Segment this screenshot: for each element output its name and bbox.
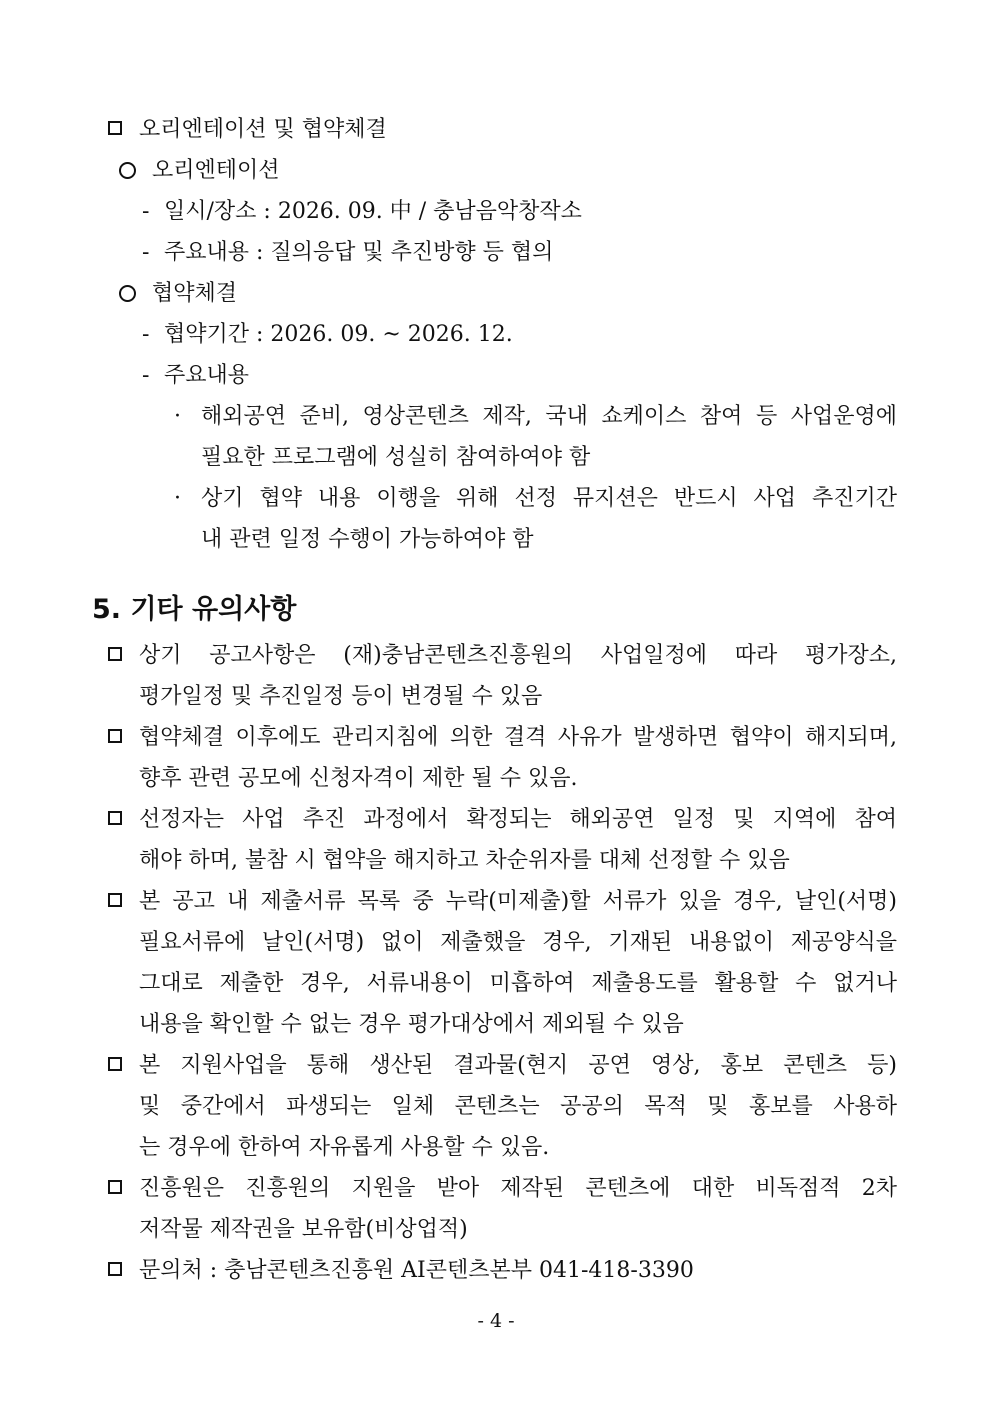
sub-item [0,151,992,191]
square-bullet-icon [108,1262,122,1276]
section-item [0,110,992,150]
notice-item-continuation [0,677,992,717]
contact-text: 문의처 : 충남콘텐츠진흥원 AI콘텐츠본부 041-418-3390 [139,1258,694,1283]
dot-item-continuation [0,438,992,478]
dash-bullet: - [142,363,150,388]
notice-item [0,636,992,676]
sub-item [0,274,992,314]
page-number: - 4 - [477,1310,515,1332]
notice-item-text: 필요서류에 날인(서명) 없이 제출했을 경우, 기재된 내용없이 제공양식을 [139,930,897,955]
notice-item-continuation [0,964,992,1004]
notice-item-text: 내용을 확인할 수 없는 경우 평가대상에서 제외될 수 있음 [139,1012,684,1037]
dot-item-text: 상기 협약 내용 이행을 위해 선정 뮤지션은 반드시 사업 추진기간 [201,486,897,511]
section-item-title: 오리엔테이션 및 협약체결 [139,117,387,142]
dot-item-text: 내 관련 일정 수행이 가능하여야 함 [201,527,534,552]
dash-item-text: 협약기간 : 2026. 09. ~ 2026. 12. [164,322,513,347]
dot-bullet: · [174,404,181,429]
dash-item [0,233,992,273]
notice-item-text: 상기 공고사항은 (재)충남콘텐츠진흥원의 사업일정에 따라 평가장소, [139,643,897,668]
notice-item-text: 진흥원은 진흥원의 지원을 받아 제작된 콘텐츠에 대한 비독점적 2차 [139,1176,897,1201]
dash-bullet: - [142,322,150,347]
square-bullet-icon [108,893,122,907]
notice-item-text: 향후 관련 공모에 신청자격이 제한 될 수 있음. [139,766,578,791]
notice-item-text: 저작물 제작권을 보유함(비상업적) [139,1217,468,1242]
notice-item-text: 본 지원사업을 통해 생산된 결과물(현지 공연 영상, 홍보 콘텐츠 등) [139,1053,897,1078]
notice-item-continuation [0,841,992,881]
circle-bullet-icon [119,162,136,179]
notice-item-continuation [0,1087,992,1127]
notice-item-text: 본 공고 내 제출서류 목록 중 누락(미제출)할 서류가 있을 경우, 날인(서명) [139,889,897,914]
section-heading: 5. 기타 유의사항 [92,594,297,625]
notice-item-continuation [0,923,992,963]
notice-item-text: 협약체결 이후에도 관리지침에 의한 결격 사유가 발생하면 협약이 해지되며, [139,725,897,750]
square-bullet-icon [108,811,122,825]
dot-bullet: · [174,486,181,511]
dot-item-text: 해외공연 준비, 영상콘텐츠 제작, 국내 쇼케이스 참여 등 사업운영에 [201,404,897,429]
notice-item-text: 는 경우에 한하여 자유롭게 사용할 수 있음. [139,1135,550,1160]
square-bullet-icon [108,647,122,661]
sub-item-title: 오리엔테이션 [152,158,280,183]
notice-item-text: 그대로 제출한 경우, 서류내용이 미흡하여 제출용도를 활용할 수 없거나 [139,971,897,996]
sub-item-title: 협약체결 [152,281,238,306]
notice-item-continuation [0,1128,992,1168]
dot-item-text: 필요한 프로그램에 성실히 참여하여야 함 [201,445,591,470]
notice-item [0,800,992,840]
dash-item-text: 주요내용 : 질의응답 및 추진방향 등 협의 [164,240,554,265]
dash-bullet: - [142,199,150,224]
notice-item [0,718,992,758]
square-bullet-icon [108,121,122,135]
square-bullet-icon [108,729,122,743]
dash-bullet: - [142,240,150,265]
circle-bullet-icon [119,285,136,302]
dash-item-text: 일시/장소 : 2026. 09. 中 / 충남음악창작소 [164,199,582,224]
notice-item-continuation [0,1210,992,1250]
notice-item-continuation [0,1005,992,1045]
notice-item [0,882,992,922]
square-bullet-icon [108,1057,122,1071]
dot-item [0,479,992,519]
dash-item [0,315,992,355]
dot-item [0,397,992,437]
square-bullet-icon [108,1180,122,1194]
dash-item-text: 주요내용 [164,363,250,388]
notice-item-continuation [0,759,992,799]
notice-item-text: 평가일정 및 추진일정 등이 변경될 수 있음 [139,684,543,709]
notice-item [0,1169,992,1209]
notice-item [0,1046,992,1086]
dot-item-continuation [0,520,992,560]
notice-item-text: 선정자는 사업 추진 과정에서 확정되는 해외공연 일정 및 지역에 참여 [139,807,897,832]
dash-item [0,356,992,396]
notice-item-text: 및 중간에서 파생되는 일체 콘텐츠는 공공의 목적 및 홍보를 사용하 [139,1094,897,1119]
notice-item-contact [0,1251,992,1291]
dash-item [0,192,992,232]
notice-item-text: 해야 하며, 불참 시 협약을 해지하고 차순위자를 대체 선정할 수 있음 [139,848,790,873]
